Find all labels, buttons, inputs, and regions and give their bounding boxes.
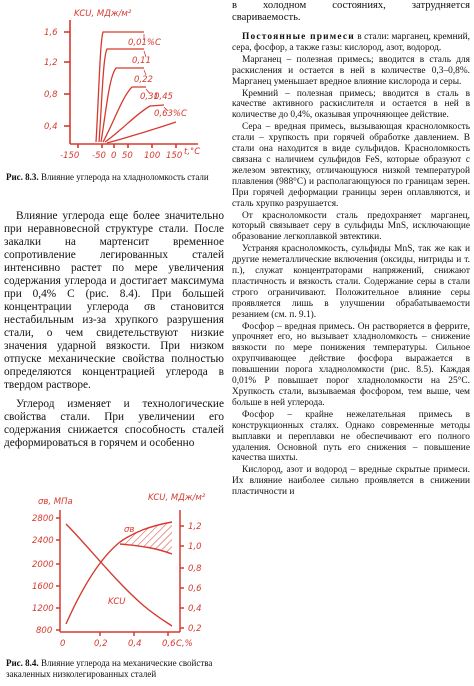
fig83-curve-label: 0,11	[132, 56, 151, 66]
fig84-ytick-right: 0,6	[188, 584, 202, 594]
heading-permanent-impurities: Постоянные примеси	[242, 32, 355, 42]
fig84-ylabel-right: KCU, МДж/м²	[148, 493, 206, 503]
right-paragraph-9: Кислород, азот и водород – вредные скрытые примеси. Их влияние наиболее сильно проявляется в снижении пластичности и	[232, 465, 470, 498]
fig84-label-sigma: σв	[124, 525, 135, 535]
fig84-caption-label: Рис. 8.4.	[6, 658, 39, 668]
fig84-ytick-left: 1600	[32, 582, 54, 592]
fig84-xtick: 0,6	[162, 639, 176, 649]
fig83-caption-text: Влияние углерода на хладноломкость стали	[40, 172, 209, 182]
fig83-curve-label: 0,01%C	[128, 38, 161, 48]
fig83-xtick: 150	[166, 151, 183, 161]
fig84-ytick-right: 0,8	[188, 564, 202, 574]
left-paragraph-1: Влияние углерода еще более значительно при неравновесной структуре стали. После закалки на мартенсит временное сопротивление легированных сталей интенсивно растет по мере увеличения содержания углерода и достигает максимума при 0,4% С (рис. 8.4). При большей концентрации углерода σв становится нестабильным из-за хрупкого разрушения стали, о чем свидетельствуют низкие значения ударной вязкости. При низком отпуске механические свойства полностью определяются концентрацией углерода в твердом растворе.	[4, 210, 224, 391]
fig84-ylabel-left: σв, МПа	[38, 497, 73, 507]
fig83-xtick: 0	[111, 151, 117, 161]
fig84-xtick: 0	[60, 639, 66, 649]
left-column	[4, 0, 226, 686]
fig83-caption-label: Рис. 8.3.	[6, 172, 39, 182]
fig84-ytick-left: 2000	[32, 560, 54, 570]
right-paragraph-6: Устраняя красноломкость, сульфиды MnS, так же как и другие неметаллические включения (оксиды, нитриды и т. п.), служат концентраторами напряжений, снижают пластичность и вязкость стали. Содержание серы в стали строго ограничивают. Положительное влияние серы проявляется лишь в улучшении обрабатываемости резанием (см. п. 9.1).	[232, 244, 470, 320]
fig84-ytick-left: 2800	[32, 514, 54, 524]
left-body	[4, 210, 224, 450]
fig84-ytick-left: 1200	[32, 604, 54, 614]
fig84-xtick: 0,2	[94, 639, 108, 649]
right-paragraph-1	[232, 32, 470, 54]
fig84-xunit: C,%	[176, 639, 193, 649]
right-paragraph-4: Сера – вредная примесь, вызывающая красноломкость стали – хрупкость при горячей обработке давлением. В стали она находится в виде сульфидов. Красноломкость связана с наличием сульфидов FeS, которые образуют с железом эвтектику, отличающуюся низкой температурой плавления (988°С) и располагающуюся по границам зерен. При горячей деформации границы зерен оплавляются, и сталь хрупко разрушается.	[232, 122, 470, 209]
fig83-curve-label: 0,63%C	[154, 109, 187, 119]
fig84-caption	[6, 658, 226, 679]
fig84-ytick-right: 0,2	[188, 624, 202, 634]
fig83-ytick: 0,8	[44, 90, 58, 100]
fig84-ytick-right: 0,4	[188, 604, 202, 614]
fig83-ytick: 1,2	[44, 58, 58, 68]
right-paragraph-5: От красноломкости сталь предохраняет марганец, который связывает серу в сульфиды MnS, исключающие образование легкоплавкой эвтектики.	[232, 210, 470, 243]
fig84-xtick: 0,4	[128, 639, 142, 649]
fig84-caption-text: Влияние углерода на механические свойства закаленных низколегированных сталей	[6, 658, 213, 679]
right-column	[232, 0, 470, 686]
right-paragraph-1-text: в стали: марганец, кремний, сера, фосфор, а также газы: кислород, азот, водород.	[232, 32, 470, 53]
fig84-ytick-left: 2400	[32, 536, 54, 546]
right-paragraph-7: Фосфор – вредная примесь. Он растворяется в феррите, упрочняет его, но вызывает хладноломкость – снижение вязкости по мере понижения температуры. Сильное охрупчивающее действие фосфора выражается в повышении порога хладноломкости (рис. 8.5). Каждая 0,01% Р повышает порог хладноломкости на 25°С. Хрупкость стали, вызываемая фосфором, тем выше, чем больше в ней углерода.	[232, 321, 470, 408]
fig84-ytick-right: 1,0	[188, 542, 202, 552]
right-paragraph-0: в холодном состояниях, затрудняется свариваемость.	[232, 0, 470, 23]
figure-8-3	[4, 2, 226, 170]
right-paragraph-8: Фосфор – крайне нежелательная примесь в конструкционных сталях. Однако современные методы выплавки и переплавки не обеспечивают его полного удаления. Основной путь его снижения – повышение качества шихты.	[232, 409, 470, 464]
fig84-label-kcu: KCU	[108, 597, 126, 607]
fig83-xtick: 100	[144, 151, 161, 161]
left-paragraph-2: Углерод изменяет и технологические свойства стали. При увеличении его содержания снижается способность сталей деформироваться в горячем и особенно	[4, 398, 224, 449]
fig83-xunit: t,°C	[184, 147, 201, 157]
fig83-curve-label: 0,31	[140, 92, 159, 102]
fig83-ylabel: KCU, МДж/м²	[74, 9, 132, 19]
right-paragraph-2: Марганец – полезная примесь; вводится в сталь для раскисления и остается в ней в количестве 0,3–0,8%. Марганец уменьшает вредное влияние кислорода и серы.	[232, 54, 470, 87]
fig84-ytick-right: 1,2	[188, 522, 202, 532]
right-paragraph-3: Кремний – полезная примесь; вводится в сталь в качестве активного раскислителя и остается в ней в количестве до 0,4%, оказывая упрочняющее действие.	[232, 88, 470, 121]
figure-8-4	[4, 488, 226, 656]
fig83-caption	[6, 172, 226, 183]
fig83-curve-label: 0,22	[134, 75, 153, 85]
fig83-xtick: -150	[60, 151, 80, 161]
fig83-ytick: 0,4	[44, 122, 58, 132]
fig83-xtick: 50	[122, 151, 133, 161]
fig83-xtick: -50	[92, 151, 106, 161]
fig83-ytick: 1,6	[44, 28, 58, 38]
fig84-ytick-left: 800	[36, 626, 53, 636]
fig83-curve-label: 0,45	[154, 92, 173, 102]
